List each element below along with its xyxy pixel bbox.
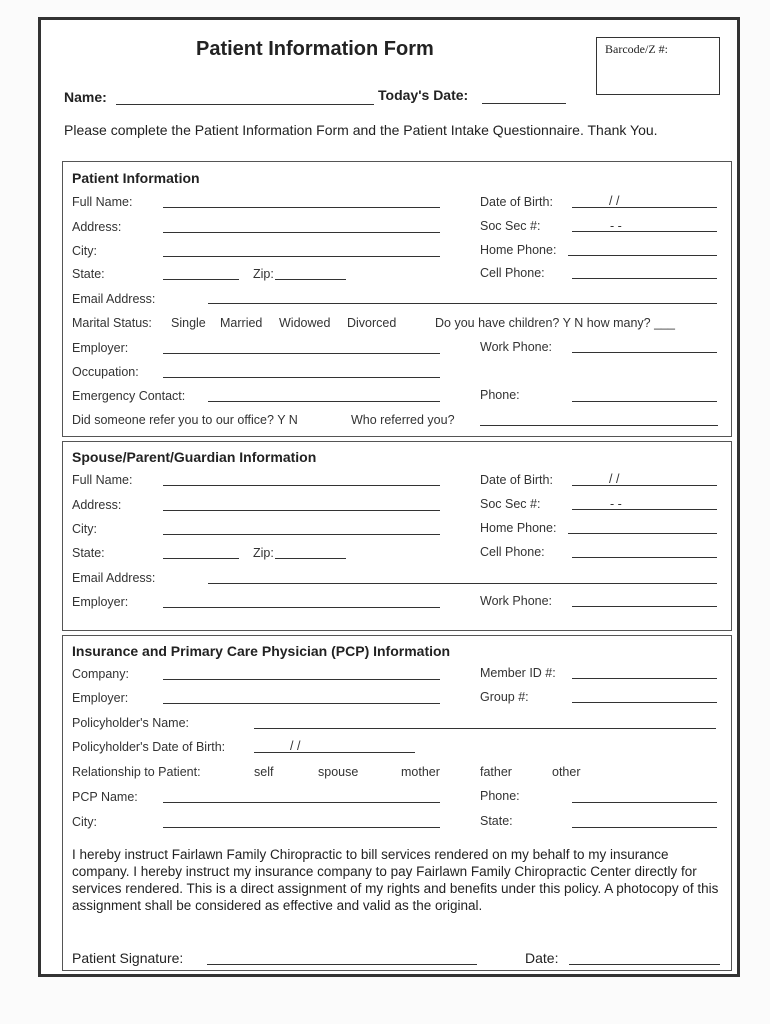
patient-ssn-label: Soc Sec #:: [480, 219, 541, 233]
patient-full-name-label: Full Name:: [72, 195, 133, 209]
patient-email-label: Email Address:: [72, 292, 156, 306]
insurance-employer-field[interactable]: [163, 703, 440, 704]
relationship-option-mother[interactable]: mother: [401, 765, 440, 779]
patient-state-field[interactable]: [163, 279, 239, 280]
guardian-cell-phone-field[interactable]: [572, 557, 717, 558]
occupation-field[interactable]: [163, 377, 440, 378]
group-number-label: Group #:: [480, 690, 529, 704]
patient-ssn-field[interactable]: [572, 231, 717, 232]
referral-question[interactable]: Did someone refer you to our office? Y N: [72, 413, 298, 427]
patient-full-name-field[interactable]: [163, 207, 440, 208]
marital-option-divorced[interactable]: Divorced: [347, 316, 397, 330]
guardian-address-label: Address:: [72, 498, 122, 512]
policyholder-dob-label: Policyholder's Date of Birth:: [72, 740, 226, 754]
occupation-label: Occupation:: [72, 365, 139, 379]
patient-cell-phone-label: Cell Phone:: [480, 266, 545, 280]
pcp-city-field[interactable]: [163, 827, 440, 828]
patient-employer-label: Employer:: [72, 341, 129, 355]
guardian-work-phone-field[interactable]: [572, 606, 717, 607]
patient-zip-label: Zip:: [253, 267, 274, 281]
patient-email-field[interactable]: [208, 303, 717, 304]
guardian-ssn-label: Soc Sec #:: [480, 497, 541, 511]
who-referred-field[interactable]: [480, 425, 718, 426]
guardian-information-section: [62, 441, 732, 631]
guardian-home-phone-field[interactable]: [568, 533, 717, 534]
patient-signature-field[interactable]: [207, 964, 477, 965]
guardian-section-title: Spouse/Parent/Guardian Information: [72, 449, 317, 465]
guardian-ssn-separators: - -: [610, 497, 622, 511]
guardian-zip-field[interactable]: [275, 558, 346, 559]
instructions-text: Please complete the Patient Information Form and the Patient Intake Questionnaire. Thank You.: [64, 122, 658, 138]
relationship-option-self[interactable]: self: [254, 765, 274, 779]
pcp-phone-label: Phone:: [480, 789, 520, 803]
patient-city-field[interactable]: [163, 256, 440, 257]
policyholder-dob-separators: / /: [290, 739, 301, 753]
patient-home-phone-field[interactable]: [568, 255, 717, 256]
emergency-contact-field[interactable]: [208, 401, 440, 402]
guardian-state-label: State:: [72, 546, 105, 560]
patient-work-phone-field[interactable]: [572, 352, 717, 353]
patient-ssn-separators: - -: [610, 219, 622, 233]
relationship-option-father[interactable]: father: [480, 765, 512, 779]
insurance-company-label: Company:: [72, 667, 129, 681]
relationship-label: Relationship to Patient:: [72, 765, 201, 779]
insurance-section-title: Insurance and Primary Care Physician (PCP) Information: [72, 643, 451, 659]
patient-employer-field[interactable]: [163, 353, 440, 354]
patient-dob-label: Date of Birth:: [480, 195, 553, 209]
pcp-name-label: PCP Name:: [72, 790, 138, 804]
guardian-email-field[interactable]: [208, 583, 717, 584]
insurance-authorization-text: I hereby instruct Fairlawn Family Chiropractic to bill services rendered on my behalf to my insurance company. I hereby instruct my insurance company to pay Fairlawn Family Chiropractic Center directly for services rendered. This is a direct assignment of my rights and benefits under this policy. A photocopy of this assignment shall be considered as effective and valid as the original.: [72, 847, 719, 913]
signature-date-field[interactable]: [569, 964, 720, 965]
guardian-cell-phone-label: Cell Phone:: [480, 545, 545, 559]
patient-signature-label: Patient Signature:: [72, 950, 184, 966]
children-question[interactable]: Do you have children? Y N how many? ___: [435, 316, 675, 330]
marital-status-label: Marital Status:: [72, 316, 152, 330]
policyholder-name-field[interactable]: [254, 728, 716, 729]
marital-option-widowed[interactable]: Widowed: [279, 316, 331, 330]
pcp-name-field[interactable]: [163, 802, 440, 803]
pcp-city-label: City:: [72, 815, 97, 829]
group-number-field[interactable]: [572, 702, 717, 703]
relationship-option-spouse[interactable]: spouse: [318, 765, 359, 779]
todays-date-field[interactable]: [482, 103, 566, 104]
guardian-dob-field[interactable]: [572, 485, 717, 486]
guardian-home-phone-label: Home Phone:: [480, 521, 557, 535]
guardian-address-field[interactable]: [163, 510, 440, 511]
emergency-phone-field[interactable]: [572, 401, 717, 402]
name-field[interactable]: [116, 104, 374, 105]
guardian-full-name-field[interactable]: [163, 485, 440, 486]
patient-dob-separators: / /: [609, 194, 620, 208]
page-title: Patient Information Form: [196, 38, 434, 60]
guardian-ssn-field[interactable]: [572, 509, 717, 510]
relationship-option-other[interactable]: other: [552, 765, 581, 779]
marital-option-single[interactable]: Single: [171, 316, 206, 330]
pcp-state-label: State:: [480, 814, 513, 828]
patient-city-label: City:: [72, 244, 97, 258]
guardian-city-label: City:: [72, 522, 97, 536]
pcp-state-field[interactable]: [572, 827, 717, 828]
marital-option-married[interactable]: Married: [220, 316, 263, 330]
guardian-employer-label: Employer:: [72, 595, 129, 609]
insurance-company-field[interactable]: [163, 679, 440, 680]
guardian-full-name-label: Full Name:: [72, 473, 133, 487]
pcp-phone-field[interactable]: [572, 802, 717, 803]
member-id-label: Member ID #:: [480, 666, 556, 680]
patient-address-field[interactable]: [163, 232, 440, 233]
name-label: Name:: [64, 89, 107, 105]
guardian-state-field[interactable]: [163, 558, 239, 559]
patient-zip-field[interactable]: [275, 279, 346, 280]
insurance-information-section: [62, 635, 732, 971]
insurance-employer-label: Employer:: [72, 691, 129, 705]
barcode-box[interactable]: [596, 37, 720, 95]
barcode-label: Barcode/Z #:: [605, 42, 668, 56]
patient-home-phone-label: Home Phone:: [480, 243, 557, 257]
patient-cell-phone-field[interactable]: [572, 278, 717, 279]
patient-dob-field[interactable]: [572, 207, 717, 208]
patient-address-label: Address:: [72, 220, 122, 234]
patient-section-title: Patient Information: [72, 170, 200, 186]
patient-work-phone-label: Work Phone:: [480, 340, 553, 354]
guardian-zip-label: Zip:: [253, 546, 274, 560]
who-referred-label: Who referred you?: [351, 413, 455, 427]
guardian-employer-field[interactable]: [163, 607, 440, 608]
patient-state-label: State:: [72, 267, 105, 281]
emergency-contact-label: Emergency Contact:: [72, 389, 186, 403]
todays-date-label: Today's Date:: [378, 87, 469, 103]
policyholder-name-label: Policyholder's Name:: [72, 716, 190, 730]
guardian-email-label: Email Address:: [72, 571, 156, 585]
policyholder-dob-field[interactable]: [254, 752, 415, 753]
guardian-dob-label: Date of Birth:: [480, 473, 553, 487]
member-id-field[interactable]: [572, 678, 717, 679]
guardian-city-field[interactable]: [163, 534, 440, 535]
guardian-work-phone-label: Work Phone:: [480, 594, 553, 608]
emergency-phone-label: Phone:: [480, 388, 520, 402]
signature-date-label: Date:: [525, 950, 559, 966]
guardian-dob-separators: / /: [609, 472, 620, 486]
